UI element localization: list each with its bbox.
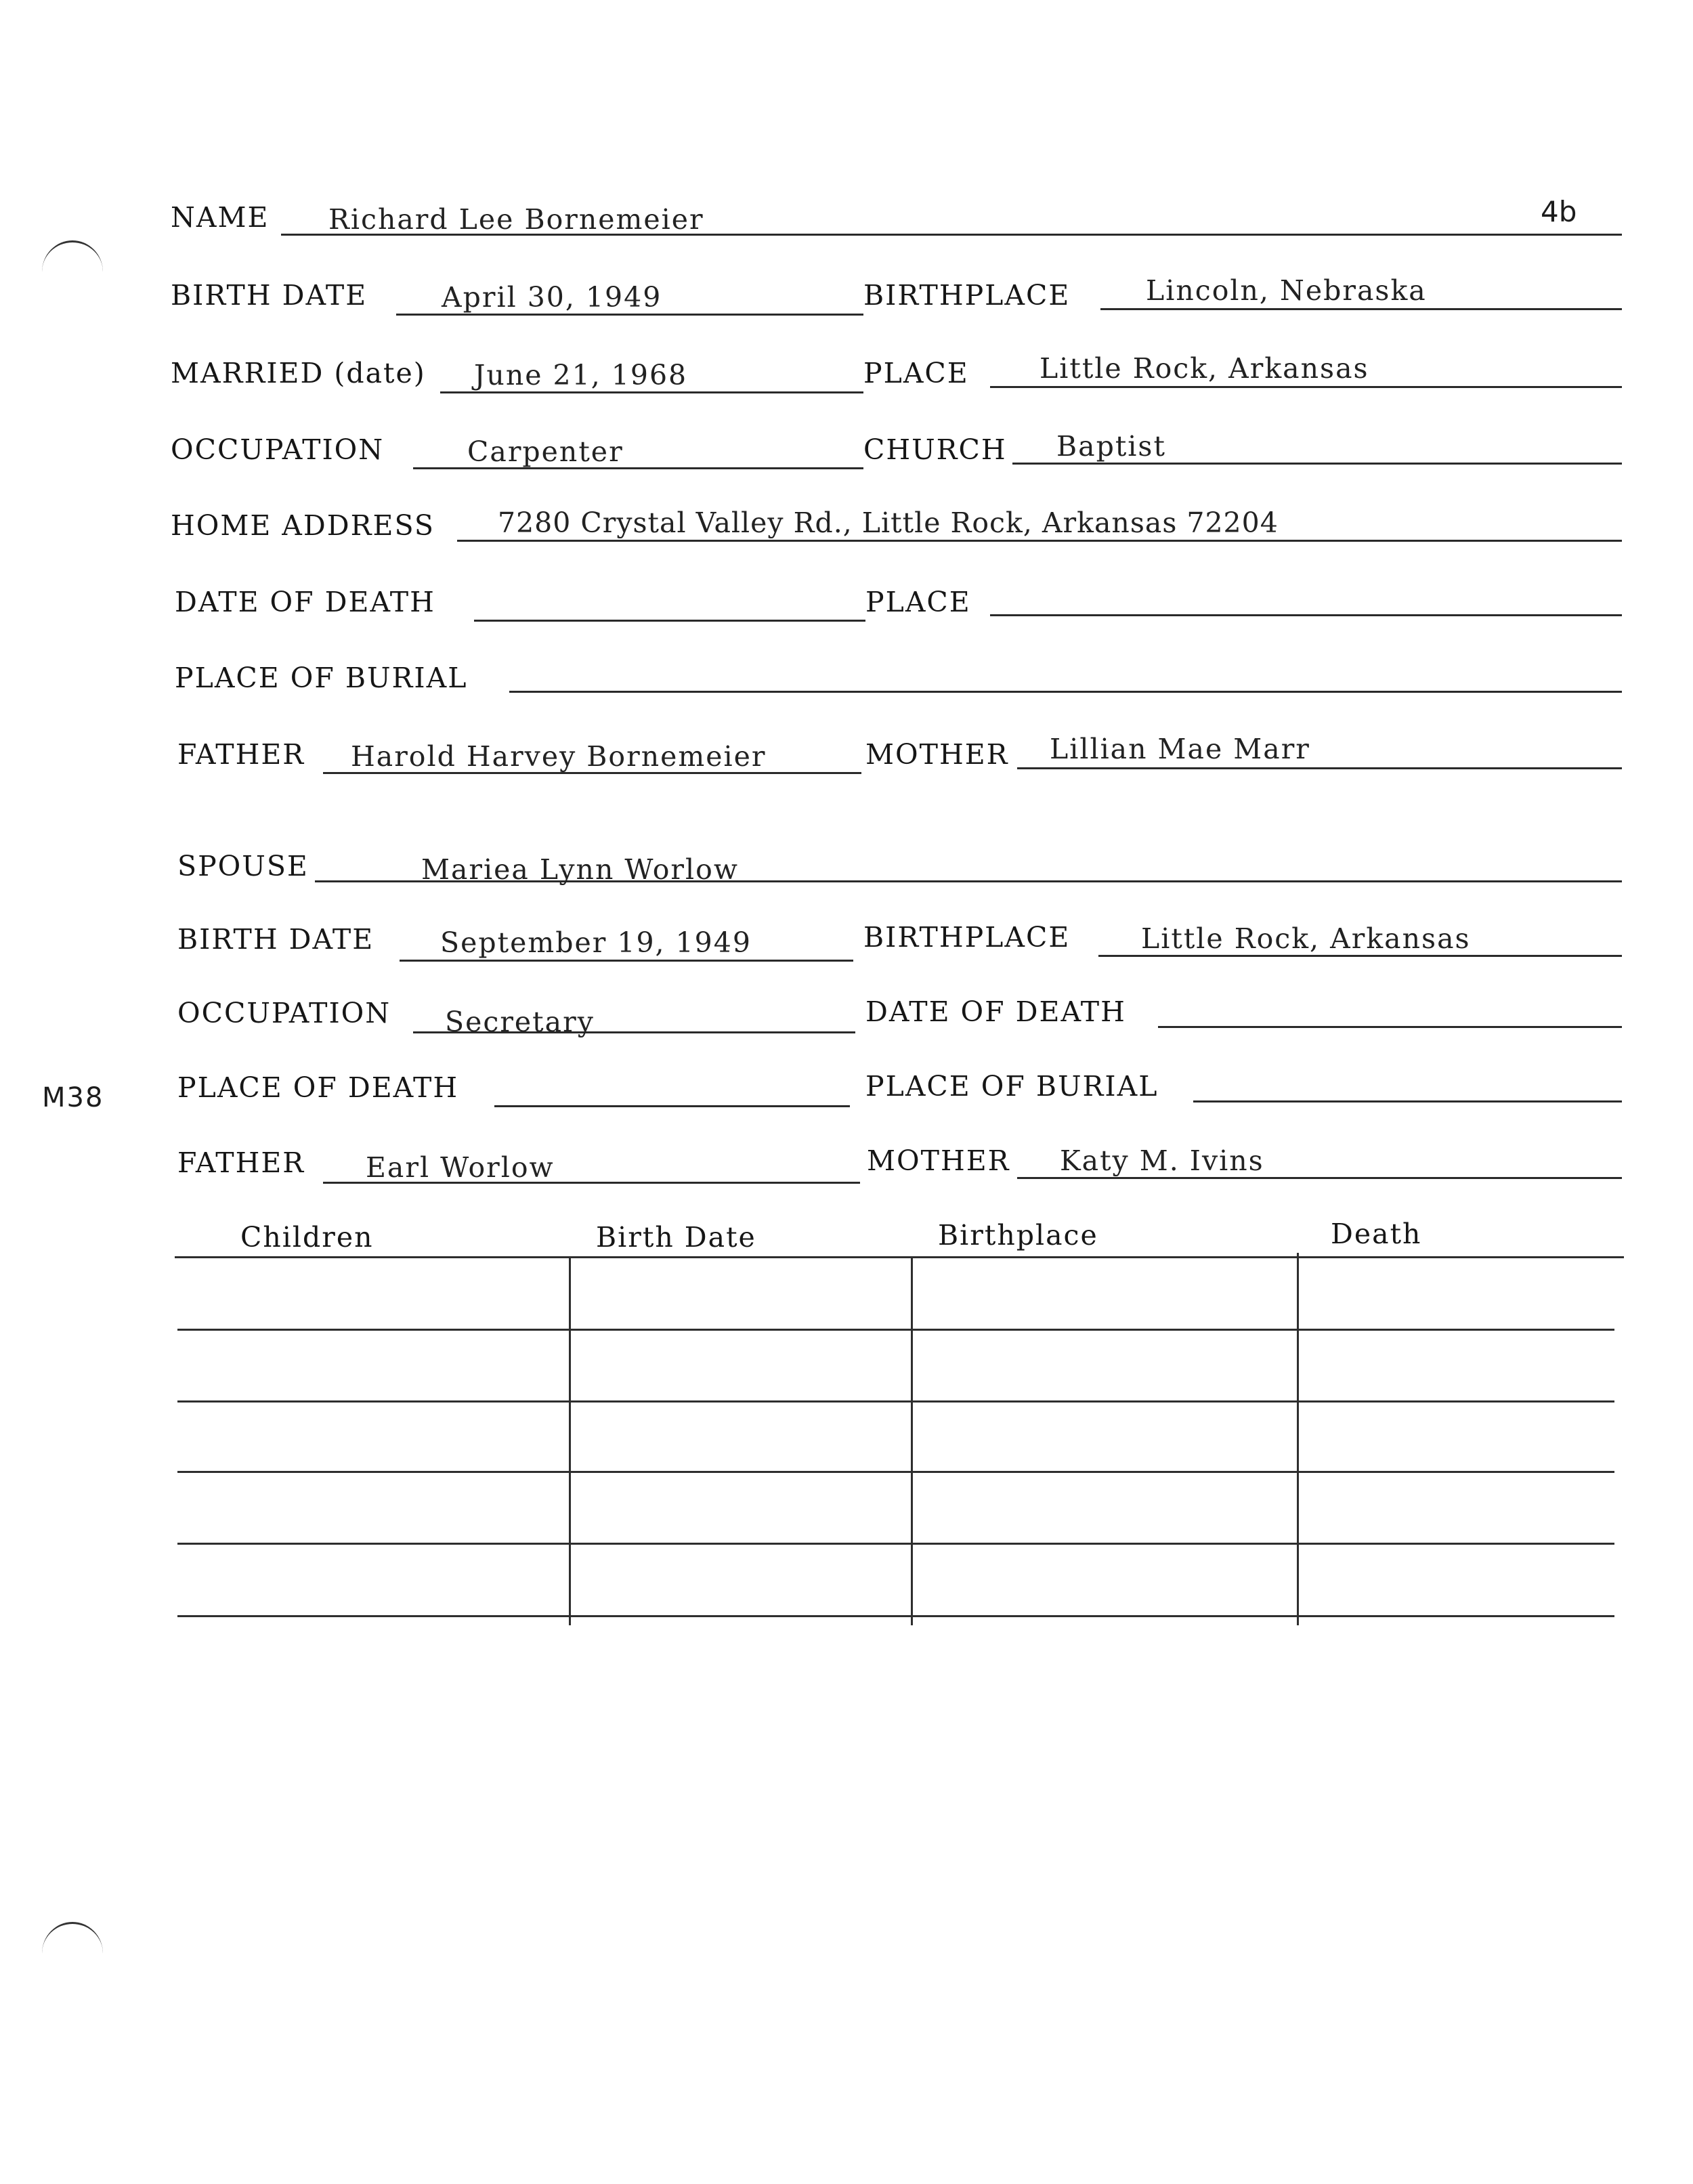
- table-header-rule: [175, 1256, 1624, 1258]
- spouse-place-of-death-label: PLACE OF DEATH: [177, 1071, 459, 1104]
- spouse-birthplace-label: BIRTHPLACE: [863, 921, 1071, 954]
- father-value: Harold Harvey Bornemeier: [351, 740, 767, 773]
- spouse-mother-line: [1017, 1177, 1622, 1179]
- spouse-occupation-value: Secretary: [445, 1006, 595, 1038]
- children-header: Children: [240, 1221, 374, 1254]
- spouse-birthplace-line: [1098, 955, 1622, 957]
- table-row-rule: [177, 1400, 1614, 1403]
- birthplace-label: BIRTHPLACE: [863, 279, 1071, 312]
- spouse-birth-date-value: September 19, 1949: [440, 926, 752, 959]
- name-label: NAME: [171, 201, 270, 234]
- place-of-burial-line: [509, 691, 1622, 693]
- spouse-father-value: Earl Worlow: [366, 1151, 555, 1184]
- birth-date-line: [396, 314, 863, 316]
- spouse-label: SPOUSE: [177, 850, 309, 882]
- birth-date-value: April 30, 1949: [442, 281, 662, 314]
- marriage-place-value: Little Rock, Arkansas: [1040, 352, 1369, 385]
- death-header: Death: [1331, 1218, 1422, 1250]
- place-of-burial-label: PLACE OF BURIAL: [175, 662, 468, 694]
- date-of-death-line: [474, 620, 865, 622]
- birth-date-label: BIRTH DATE: [171, 279, 368, 312]
- mother-line: [1017, 767, 1622, 769]
- mother-label: MOTHER: [865, 738, 1009, 771]
- home-address-value: 7280 Crystal Valley Rd., Little Rock, Arkansas 72204: [498, 507, 1279, 539]
- father-label: FATHER: [177, 738, 305, 771]
- page-number: 4b: [1541, 195, 1577, 228]
- mother-value: Lillian Mae Marr: [1050, 733, 1310, 765]
- occupation-value: Carpenter: [467, 435, 624, 468]
- table-row-rule: [177, 1615, 1614, 1617]
- married-line: [440, 391, 863, 393]
- spouse-mother-label: MOTHER: [867, 1144, 1010, 1177]
- spouse-birth-date-label: BIRTH DATE: [177, 923, 374, 956]
- spouse-place-of-death-line: [494, 1105, 850, 1107]
- spouse-birth-date-line: [400, 960, 853, 962]
- marriage-place-label: PLACE: [863, 357, 969, 389]
- death-place-line: [990, 614, 1622, 616]
- birthplace-line: [1100, 308, 1622, 310]
- spouse-date-of-death-line: [1158, 1026, 1622, 1028]
- table-column-divider: [1297, 1253, 1299, 1625]
- home-address-label: HOME ADDRESS: [171, 509, 435, 542]
- church-label: CHURCH: [863, 433, 1007, 466]
- birthplace-header: Birthplace: [938, 1219, 1098, 1251]
- spouse-father-label: FATHER: [177, 1147, 305, 1179]
- marriage-place-line: [990, 386, 1622, 388]
- table-column-divider: [569, 1256, 571, 1625]
- occupation-label: OCCUPATION: [171, 433, 385, 466]
- birthplace-value: Lincoln, Nebraska: [1146, 274, 1427, 307]
- birth-date-header: Birth Date: [596, 1221, 756, 1254]
- name-value: Richard Lee Bornemeier: [328, 203, 704, 236]
- table-row-rule: [177, 1543, 1614, 1545]
- date-of-death-label: DATE OF DEATH: [175, 586, 435, 618]
- spouse-place-of-burial-label: PLACE OF BURIAL: [865, 1070, 1159, 1102]
- home-address-line: [457, 540, 1622, 542]
- spouse-place-of-burial-line: [1193, 1100, 1622, 1102]
- table-row-rule: [177, 1329, 1614, 1331]
- church-value: Baptist: [1056, 430, 1166, 463]
- married-value: June 21, 1968: [474, 359, 688, 391]
- spouse-name-value: Mariea Lynn Worlow: [421, 853, 739, 886]
- table-row-rule: [177, 1471, 1614, 1473]
- spouse-birthplace-value: Little Rock, Arkansas: [1141, 922, 1471, 955]
- spouse-mother-value: Katy M. Ivins: [1060, 1144, 1264, 1177]
- margin-note: M38: [42, 1082, 104, 1113]
- table-column-divider: [911, 1256, 913, 1625]
- spouse-occupation-label: OCCUPATION: [177, 997, 391, 1029]
- church-line: [1012, 463, 1622, 465]
- death-place-label: PLACE: [865, 586, 971, 618]
- spouse-date-of-death-label: DATE OF DEATH: [865, 995, 1126, 1028]
- binder-hole-top: [42, 240, 103, 303]
- married-label: MARRIED (date): [171, 357, 426, 389]
- binder-hole-bottom: [42, 1922, 103, 1985]
